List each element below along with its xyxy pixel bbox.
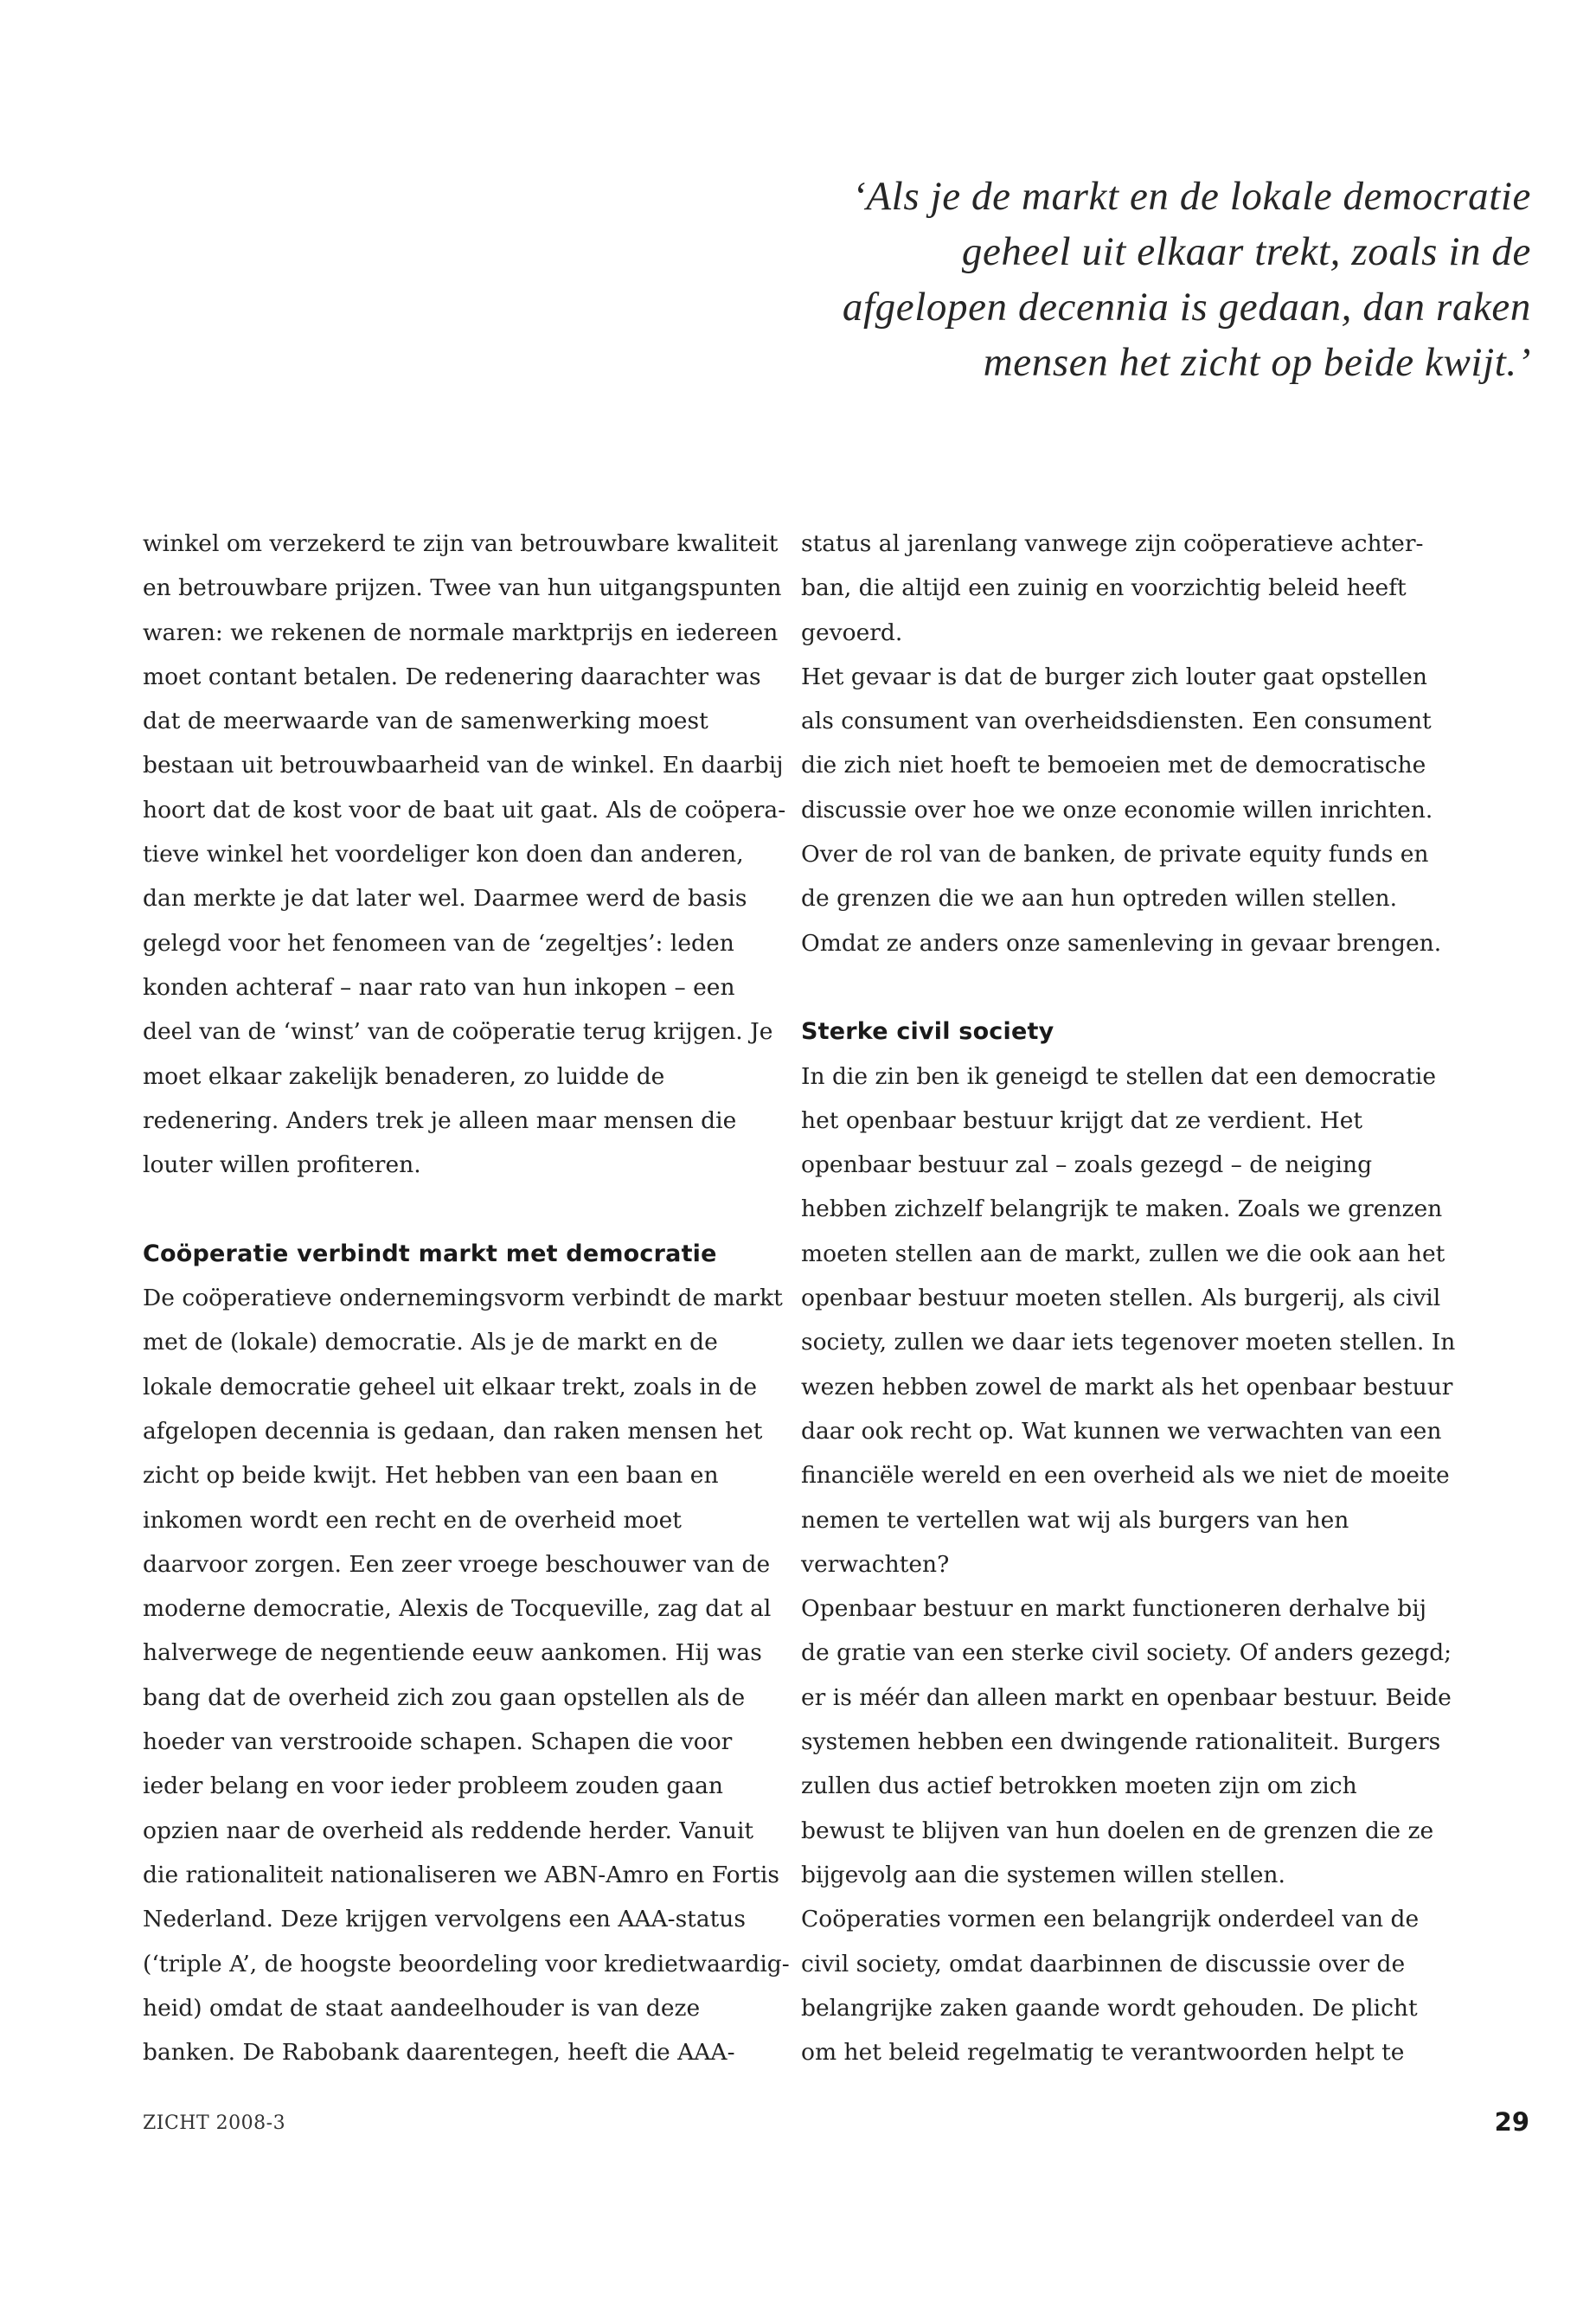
text-line: Openbaar bestuur en markt functioneren derhalve bij — [801, 1595, 1426, 1623]
text-line: tieve winkel het voordeliger kon doen dan anderen, — [143, 841, 744, 868]
text-line: moet elkaar zakelijk benaderen, zo luidde de — [143, 1062, 665, 1090]
text-line: De coöperatieve ondernemingsvorm verbindt de markt — [143, 1285, 783, 1312]
text-line: de gratie van een sterke civil society. Of anders gezegd; — [801, 1639, 1452, 1667]
left-paragraph-2 — [143, 1276, 790, 2074]
text-line: status al jarenlang vanwege zijn coöperatieve achter- — [801, 530, 1424, 557]
text-line: (‘triple A’, de hoogste beoordeling voor kredietwaardig- — [143, 1950, 790, 1977]
text-line: gelegd voor het fenomeen van de ‘zegeltjes’: leden — [143, 929, 734, 957]
text-line: moderne democratie, Alexis de Tocqueville, zag dat al — [143, 1595, 772, 1623]
text-line: systemen hebben een dwingende rationaliteit. Burgers — [801, 1728, 1441, 1756]
text-line: bijgevolg aan die systemen willen stellen. — [801, 1861, 1285, 1888]
pull-quote-line: afgelopen decennia is gedaan, dan raken — [842, 285, 1531, 330]
text-line: Het gevaar is dat de burger zich louter gaat opstellen — [801, 663, 1427, 690]
text-line: er is méér dan alleen markt en openbaar bestuur. Beide — [801, 1683, 1452, 1711]
text-line: daar ook recht op. Wat kunnen we verwachten van een — [801, 1417, 1442, 1445]
text-line: Omdat ze anders onze samenleving in gevaar brengen. — [801, 929, 1442, 957]
text-line: civil society, omdat daarbinnen de discussie over de — [801, 1950, 1406, 1977]
text-line: belangrijke zaken gaande wordt gehouden. De plicht — [801, 1994, 1418, 2022]
text-line: bestaan uit betrouwbaarheid van de winkel. En daarbij — [143, 752, 784, 779]
text-line: Coöperaties vormen een belangrijk onderdeel van de — [801, 1906, 1420, 1933]
page-number: 29 — [1494, 2107, 1529, 2137]
text-line: society, zullen we daar iets tegenover moeten stellen. In — [801, 1329, 1456, 1356]
text-line: Nederland. Deze krijgen vervolgens een AAA-status — [143, 1906, 746, 1933]
right-paragraph-2 — [801, 1054, 1455, 2075]
text-line: afgelopen decennia is gedaan, dan raken mensen het — [143, 1417, 763, 1445]
text-line: deel van de ‘winst’ van de coöperatie terug krijgen. Je — [143, 1018, 773, 1046]
text-line: als consument van overheidsdiensten. Een consument — [801, 708, 1432, 735]
text-line: bewust te blijven van hun doelen en de grenzen die ze — [801, 1817, 1434, 1844]
text-line: en betrouwbare prijzen. Twee van hun uitgangspunten — [143, 574, 782, 602]
text-line: de grenzen die we aan hun optreden willen stellen. — [801, 885, 1398, 913]
text-line: waren: we rekenen de normale marktprijs en iedereen — [143, 619, 779, 646]
right-column — [801, 522, 1455, 2074]
text-line: hoeder van verstrooide schapen. Schapen die voor — [143, 1728, 733, 1756]
text-line: redenering. Anders trek je alleen maar mensen die — [143, 1106, 737, 1134]
text-line: moet contant betalen. De redenering daarachter was — [143, 663, 761, 690]
text-line: die zich niet hoeft te bemoeien met de democratische — [801, 752, 1426, 779]
text-line: moeten stellen aan de markt, zullen we die ook aan het — [801, 1240, 1445, 1267]
text-line: het openbaar bestuur krijgt dat ze verdient. Het — [801, 1106, 1363, 1134]
text-line: inkomen wordt een recht en de overheid moet — [143, 1506, 682, 1534]
pull-quote — [753, 169, 1531, 390]
text-line: daarvoor zorgen. Een zeer vroege beschouwer van de — [143, 1550, 771, 1578]
text-line: dan merkte je dat later wel. Daarmee werd de basis — [143, 885, 747, 913]
text-line: opzien naar de overheid als reddende herder. Vanuit — [143, 1817, 754, 1844]
left-paragraph-1 — [143, 522, 790, 1187]
text-line: halverwege de negentiende eeuw aankomen. Hij was — [143, 1639, 762, 1667]
right-paragraph-1 — [801, 522, 1455, 965]
text-line: openbaar bestuur zal – zoals gezegd – de neiging — [801, 1151, 1373, 1179]
text-line: dat de meerwaarde van de samenwerking moest — [143, 708, 708, 735]
footer-publication: ZICHT 2008-3 — [143, 2112, 286, 2134]
text-line: nemen te vertellen wat wij als burgers van hen — [801, 1506, 1349, 1534]
text-line: ieder belang en voor ieder probleem zouden gaan — [143, 1772, 724, 1800]
text-line: met de (lokale) democratie. Als je de markt en de — [143, 1329, 718, 1356]
text-line: discussie over hoe we onze economie willen inrichten. — [801, 796, 1433, 824]
text-line: banken. De Rabobank daarentegen, heeft die AAA- — [143, 2039, 735, 2067]
paragraph-gap — [801, 965, 1455, 1009]
pull-quote-line: geheel uit elkaar trekt, zoals in de — [961, 229, 1531, 274]
section-heading: Coöperatie verbindt markt met democratie — [143, 1240, 717, 1267]
text-line: heid) omdat de staat aandeelhouder is van deze — [143, 1994, 701, 2022]
paragraph-gap — [143, 1187, 790, 1231]
text-line: Over de rol van de banken, de private equity funds en — [801, 841, 1429, 868]
text-line: ban, die altijd een zuinig en voorzichtig beleid heeft — [801, 574, 1407, 602]
text-line: verwachten? — [801, 1550, 950, 1578]
left-column — [143, 522, 790, 2074]
text-line: om het beleid regelmatig te verantwoorden helpt te — [801, 2039, 1405, 2067]
section-heading: Sterke civil society — [801, 1018, 1054, 1046]
text-line: zullen dus actief betrokken moeten zijn om zich — [801, 1772, 1357, 1800]
text-line: hebben zichzelf belangrijk te maken. Zoals we grenzen — [801, 1195, 1443, 1223]
text-line: wezen hebben zowel de markt als het openbaar bestuur — [801, 1373, 1453, 1400]
text-line: die rationaliteit nationaliseren we ABN-Amro en Fortis — [143, 1861, 779, 1888]
text-line: louter willen profiteren. — [143, 1151, 421, 1179]
text-line: openbaar bestuur moeten stellen. Als burgerij, als civil — [801, 1285, 1441, 1312]
text-line: winkel om verzekerd te zijn van betrouwbare kwaliteit — [143, 530, 779, 557]
text-line: konden achteraf – naar rato van hun inkopen – een — [143, 973, 735, 1001]
text-line: zicht op beide kwijt. Het hebben van een baan en — [143, 1462, 719, 1490]
text-line: lokale democratie geheel uit elkaar trekt, zoals in de — [143, 1373, 758, 1400]
text-line: hoort dat de kost voor de baat uit gaat. Als de coöpera- — [143, 796, 786, 824]
text-line: gevoerd. — [801, 619, 903, 646]
text-line: financiële wereld en een overheid als we niet de moeite — [801, 1462, 1450, 1490]
pull-quote-line: ‘Als je de markt en de lokale democratie — [852, 174, 1531, 219]
pull-quote-line: mensen het zicht op beide kwijt.’ — [983, 340, 1531, 385]
text-line: In die zin ben ik geneigd te stellen dat een democratie — [801, 1062, 1437, 1090]
text-line: bang dat de overheid zich zou gaan opstellen als de — [143, 1683, 746, 1711]
